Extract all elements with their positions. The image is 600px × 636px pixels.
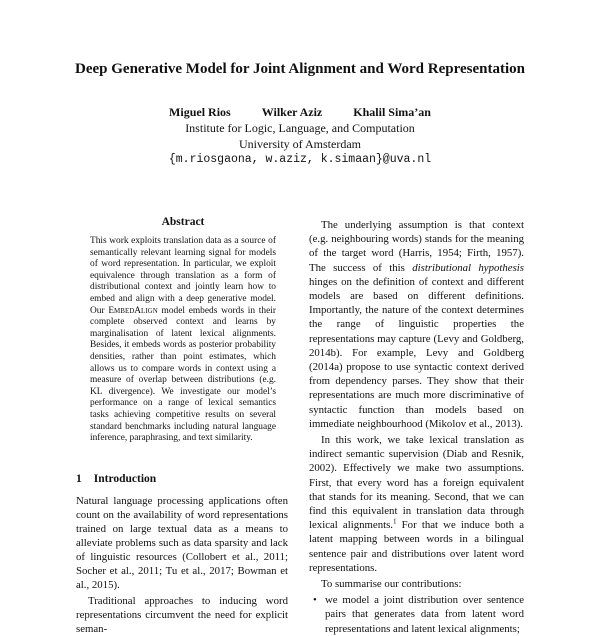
- section-number: 1: [76, 473, 82, 485]
- abstract-text: [90, 236, 276, 445]
- right-column: [309, 218, 524, 636]
- author-name: Miguel Rios: [169, 105, 231, 119]
- author-list: [0, 105, 600, 120]
- paragraph: [309, 218, 524, 431]
- paragraph: Traditional approaches to inducing word representations circumvent the need for explicit seman-: [76, 595, 288, 635]
- section-heading: [76, 473, 291, 485]
- abstract-text-part: This work exploits translation data as a source of semantically relevant learning signal for models of word representation. In particular, we exploit equivalence through translation as a form of distributional context and jointly learn how to embed and align with a deep generative model. Our: [90, 236, 276, 316]
- paragraph-text: The underlying assumption is that context (e.g. neighbouring words) stands for the meaning of the target word (Harris, 1954; Firth, 1957). The success of this: [309, 219, 524, 274]
- section-title: Introduction: [93, 473, 157, 485]
- list-item-text: we model a joint distribution over sentence pairs that generates data from latent word representations and latent lexical alignments;: [325, 594, 524, 635]
- affiliation-institute: Institute for Logic, Language, and Computation: [185, 121, 415, 135]
- abstract-heading: Abstract: [161, 216, 205, 228]
- introduction-left-column: [76, 494, 288, 636]
- paragraph-text: For that we induce both a latent mapping between words in a bilingual sentence pair and distributions over latent word representations.: [309, 519, 524, 574]
- bullet-icon: •: [313, 594, 317, 607]
- emphasis-text: distributional hypothesis: [412, 261, 524, 274]
- affiliation-university: University of Amsterdam: [239, 137, 361, 151]
- author-name: Wilker Aziz: [261, 105, 323, 119]
- paragraph: Natural language processing applications often count on the availability of word representations trained on large textual data as a means to alleviate problems such as data sparsity and lack of linguistic resources (Collobert et al., 2011; Socher et al., 2011; Tu et al., 2017; Bowman et al., 2015).: [76, 495, 288, 591]
- paragraph-text: In this work, we take lexical translation as indirect semantic supervision (Diab and Resnik, 2002). Effectively we make two assumptions. First, that every word has a foreign equivalent that stands for its meaning. Second, that we can find this equivalent in translation data through lexical alignments.: [309, 434, 524, 532]
- model-name: EmbedAlign: [108, 305, 158, 316]
- author-name: Khalil Sima’an: [353, 105, 431, 119]
- paragraph-text: hinges on the definition of context and different models are based on different definitions. Importantly, the nature of the context determines the range of linguistic properties the representations may capture (Levy and Goldberg, 2014b). For example, Levy and Goldberg (2014a) propose to use syntactic context derived from dependency parses. They show that their representations are much more discriminative of syntactic function than models based on immediate neighbourhood (Mikolov et al., 2013).: [309, 275, 524, 430]
- paper-title: Deep Generative Model for Joint Alignment and Word Representation: [75, 61, 525, 77]
- footnote-marker: 1: [393, 517, 397, 526]
- paragraph: To summarise our contributions:: [321, 578, 462, 591]
- author-emails: {m.riosgaona, w.aziz, k.simaan}@uva.nl: [168, 153, 432, 166]
- paragraph: [309, 433, 524, 575]
- abstract-text-part: model embeds words in their complete observed context and learns by marginalisation of latent lexical alignments. Besides, it embeds words as posterior probability densities, rather than point estimates, which allows us to compare words in context using a measure of overlap between distributions (e.g. KL divergence). We investigate our model’s performance on a range of lexical semantics tasks achieving competitive results on several standard benchmarks including natural language inference, paraphrasing, and text similarity.: [90, 305, 276, 444]
